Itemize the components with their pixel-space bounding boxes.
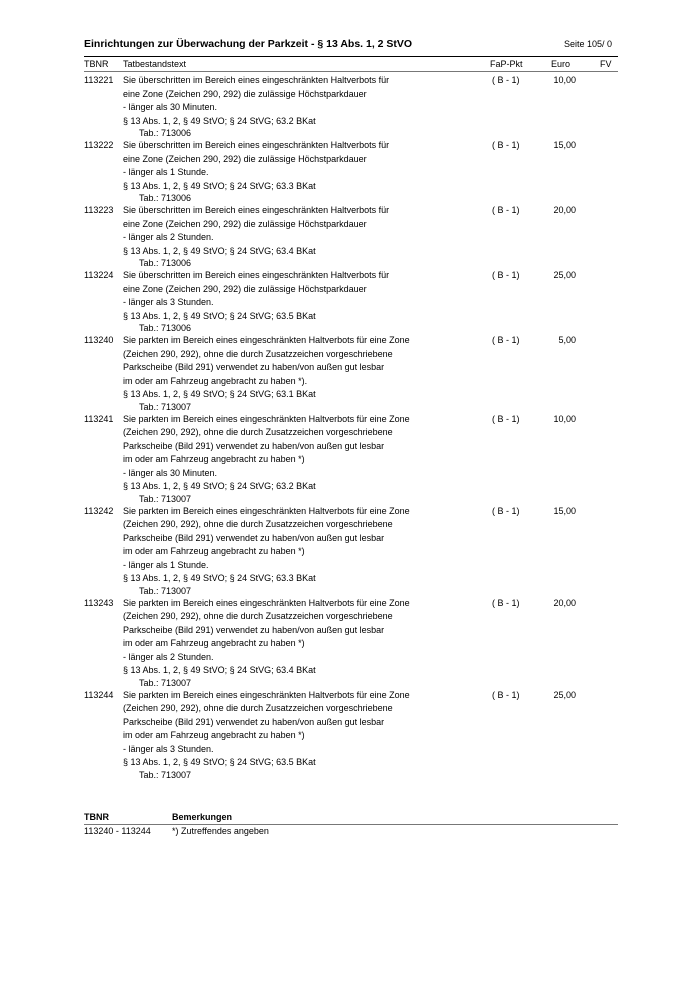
- column-header-tbnr: TBNR: [84, 59, 109, 69]
- row-tbnr: 113243: [84, 597, 114, 608]
- row-tab-ref: Tab.: 713006: [139, 128, 192, 138]
- row-text: [123, 413, 453, 505]
- row-fap-points: ( B - 1): [492, 335, 520, 345]
- row-text-line: eine Zone (Zeichen 290, 292) die zulässige Höchstparkdauer: [123, 218, 367, 229]
- row-text-line: (Zeichen 290, 292), ohne die durch Zusatzzeichen vorgeschriebene: [123, 427, 393, 437]
- row-text-line: Sie parkten im Bereich eines eingeschränkten Haltverbots für eine Zone: [123, 597, 410, 608]
- row-euro-amount: 15,00: [553, 505, 576, 516]
- row-text-line: Parkscheibe (Bild 291) verwendet zu haben/von außen gut lesbar: [123, 716, 385, 727]
- row-text-line: - länger als 2 Stunden.: [123, 651, 214, 662]
- remark-text: *) Zutreffendes angeben: [172, 826, 269, 836]
- row-tab-ref: Tab.: 713007: [139, 677, 192, 688]
- row-euro-amount: 25,00: [553, 270, 576, 280]
- row-text: [123, 139, 453, 204]
- row-text-line: Parkscheibe (Bild 291) verwendet zu haben/von außen gut lesbar: [123, 624, 385, 635]
- row-text: [123, 74, 453, 139]
- row-text-line: - länger als 30 Minuten.: [123, 102, 218, 112]
- column-header-fap: FaP-Pkt: [490, 59, 523, 69]
- row-text-line: Parkscheibe (Bild 291) verwendet zu haben/von außen gut lesbar: [123, 440, 385, 451]
- row-text-line: im oder am Fahrzeug angebracht zu haben *): [123, 454, 305, 464]
- row-tbnr: 113242: [84, 505, 114, 516]
- column-header-row: [84, 59, 618, 71]
- row-text: [123, 269, 453, 334]
- page-number: Seite 105/ 0: [563, 39, 612, 49]
- row-text-line: eine Zone (Zeichen 290, 292) die zulässige Höchstparkdauer: [123, 153, 367, 164]
- row-fap-points: ( B - 1): [492, 75, 520, 85]
- row-tbnr: 113241: [84, 413, 114, 424]
- row-text-line: Sie parkten im Bereich eines eingeschränkten Haltverbots für eine Zone: [123, 335, 410, 345]
- row-text-line: § 13 Abs. 1, 2, § 49 StVO; § 24 StVG; 63.3 BKat: [123, 180, 316, 191]
- remarks-header-text: Bemerkungen: [172, 812, 233, 822]
- row-tbnr: 113224: [84, 270, 114, 280]
- row-text-line: Parkscheibe (Bild 291) verwendet zu haben/von außen gut lesbar: [123, 362, 385, 372]
- row-text-line: § 13 Abs. 1, 2, § 49 StVO; § 24 StVG; 63.1 BKat: [123, 389, 316, 399]
- row-text-line: - länger als 1 Stunde.: [123, 559, 209, 570]
- row-text-line: § 13 Abs. 1, 2, § 49 StVO; § 24 StVG; 63.5 BKat: [123, 757, 316, 767]
- row-text-line: § 13 Abs. 1, 2, § 49 StVO; § 24 StVG; 63.2 BKat: [123, 481, 316, 491]
- row-text-line: § 13 Abs. 1, 2, § 49 StVO; § 24 StVG; 63.5 BKat: [123, 310, 316, 321]
- row-tbnr: 113222: [84, 140, 114, 150]
- table-row: [84, 74, 618, 139]
- table-row: [84, 413, 618, 505]
- row-tab-ref: Tab.: 713007: [139, 585, 192, 596]
- row-fap-points: ( B - 1): [492, 205, 520, 215]
- row-text-line: Sie überschritten im Bereich eines eingeschränkten Haltverbots für: [123, 140, 390, 150]
- row-text-line: Sie parkten im Bereich eines eingeschränkten Haltverbots für eine Zone: [123, 413, 410, 424]
- remarks-header-tbnr: TBNR: [84, 812, 109, 822]
- row-fap-points: ( B - 1): [492, 270, 520, 280]
- row-text-line: (Zeichen 290, 292), ohne die durch Zusatzzeichen vorgeschriebene: [123, 611, 393, 621]
- row-text-line: Sie überschritten im Bereich eines eingeschränkten Haltverbots für: [123, 270, 390, 280]
- row-euro-amount: 15,00: [553, 140, 576, 150]
- table-row: [84, 269, 618, 334]
- row-text-line: Sie parkten im Bereich eines eingeschränkten Haltverbots für eine Zone: [123, 689, 410, 700]
- remark-range: 113240 - 113244: [84, 826, 151, 836]
- row-euro-amount: 20,00: [553, 205, 576, 215]
- row-text: [123, 334, 453, 413]
- row-text-line: § 13 Abs. 1, 2, § 49 StVO; § 24 StVG; 63.3 BKat: [123, 573, 316, 583]
- row-text-line: - länger als 30 Minuten.: [123, 467, 218, 478]
- page-header: [84, 38, 618, 54]
- row-tbnr: 113240: [84, 335, 114, 345]
- row-text: [123, 505, 453, 597]
- row-fap-points: ( B - 1): [492, 505, 520, 516]
- row-euro-amount: 10,00: [553, 75, 576, 85]
- row-fap-points: ( B - 1): [492, 597, 520, 608]
- row-text-line: - länger als 3 Stunden.: [123, 743, 214, 754]
- row-text-line: Sie parkten im Bereich eines eingeschränkten Haltverbots für eine Zone: [123, 505, 410, 516]
- row-euro-amount: 25,00: [553, 689, 576, 700]
- column-header-text: Tatbestandstext: [123, 59, 187, 69]
- row-tbnr: 113223: [84, 205, 114, 215]
- row-text-line: - länger als 3 Stunden.: [123, 297, 214, 307]
- row-fap-points: ( B - 1): [492, 140, 520, 150]
- row-tab-ref: Tab.: 713007: [139, 493, 192, 504]
- header-rule: [84, 56, 618, 57]
- row-text-line: (Zeichen 290, 292), ohne die durch Zusatzzeichen vorgeschriebene: [123, 519, 393, 529]
- table-row: [84, 597, 618, 689]
- row-euro-amount: 10,00: [553, 413, 576, 424]
- table-row: [84, 139, 618, 204]
- page-title: Einrichtungen zur Überwachung der Parkzeit - § 13 Abs. 1, 2 StVO: [84, 38, 413, 50]
- row-text-line: (Zeichen 290, 292), ohne die durch Zusatzzeichen vorgeschriebene: [123, 703, 393, 713]
- row-text: [123, 204, 453, 269]
- row-text-line: eine Zone (Zeichen 290, 292) die zulässige Höchstparkdauer: [123, 88, 367, 99]
- row-text-line: - länger als 2 Stunden.: [123, 232, 214, 242]
- row-tbnr: 113244: [84, 689, 114, 700]
- row-text-line: Parkscheibe (Bild 291) verwendet zu haben/von außen gut lesbar: [123, 532, 385, 543]
- row-text-line: - länger als 1 Stunde.: [123, 167, 209, 177]
- column-header-rule: [84, 71, 618, 72]
- row-text-line: im oder am Fahrzeug angebracht zu haben *): [123, 638, 305, 648]
- row-text-line: § 13 Abs. 1, 2, § 49 StVO; § 24 StVG; 63.4 BKat: [123, 665, 316, 675]
- offense-table: [84, 74, 618, 781]
- row-fap-points: ( B - 1): [492, 689, 520, 700]
- row-tab-ref: Tab.: 713006: [139, 323, 192, 333]
- column-header-euro: Euro: [551, 59, 571, 69]
- row-tab-ref: Tab.: 713006: [139, 193, 192, 203]
- row-text-line: Sie überschritten im Bereich eines eingeschränkten Haltverbots für: [123, 75, 390, 85]
- row-euro-amount: 20,00: [553, 597, 576, 608]
- row-text-line: im oder am Fahrzeug angebracht zu haben *): [123, 730, 305, 740]
- row-tbnr: 113221: [84, 75, 114, 85]
- row-text-line: eine Zone (Zeichen 290, 292) die zulässige Höchstparkdauer: [123, 283, 367, 294]
- column-header-fv: FV: [600, 59, 612, 69]
- row-text: [123, 597, 453, 689]
- row-euro-amount: 5,00: [558, 335, 576, 345]
- table-row: [84, 334, 618, 413]
- row-text-line: im oder am Fahrzeug angebracht zu haben *).: [123, 375, 308, 386]
- row-text-line: § 13 Abs. 1, 2, § 49 StVO; § 24 StVG; 63.2 BKat: [123, 115, 316, 126]
- row-tab-ref: Tab.: 713007: [139, 401, 192, 412]
- table-row: [84, 204, 618, 269]
- remarks-rule: [84, 824, 618, 825]
- table-row: [84, 689, 618, 781]
- row-text-line: im oder am Fahrzeug angebracht zu haben *): [123, 546, 305, 556]
- row-text-line: Sie überschritten im Bereich eines eingeschränkten Haltverbots für: [123, 205, 390, 215]
- row-text-line: § 13 Abs. 1, 2, § 49 StVO; § 24 StVG; 63.4 BKat: [123, 245, 316, 256]
- row-fap-points: ( B - 1): [492, 413, 520, 424]
- row-text: [123, 689, 453, 781]
- row-tab-ref: Tab.: 713007: [139, 769, 192, 780]
- row-tab-ref: Tab.: 713006: [139, 258, 192, 268]
- row-text-line: (Zeichen 290, 292), ohne die durch Zusatzzeichen vorgeschriebene: [123, 348, 393, 359]
- table-row: [84, 505, 618, 597]
